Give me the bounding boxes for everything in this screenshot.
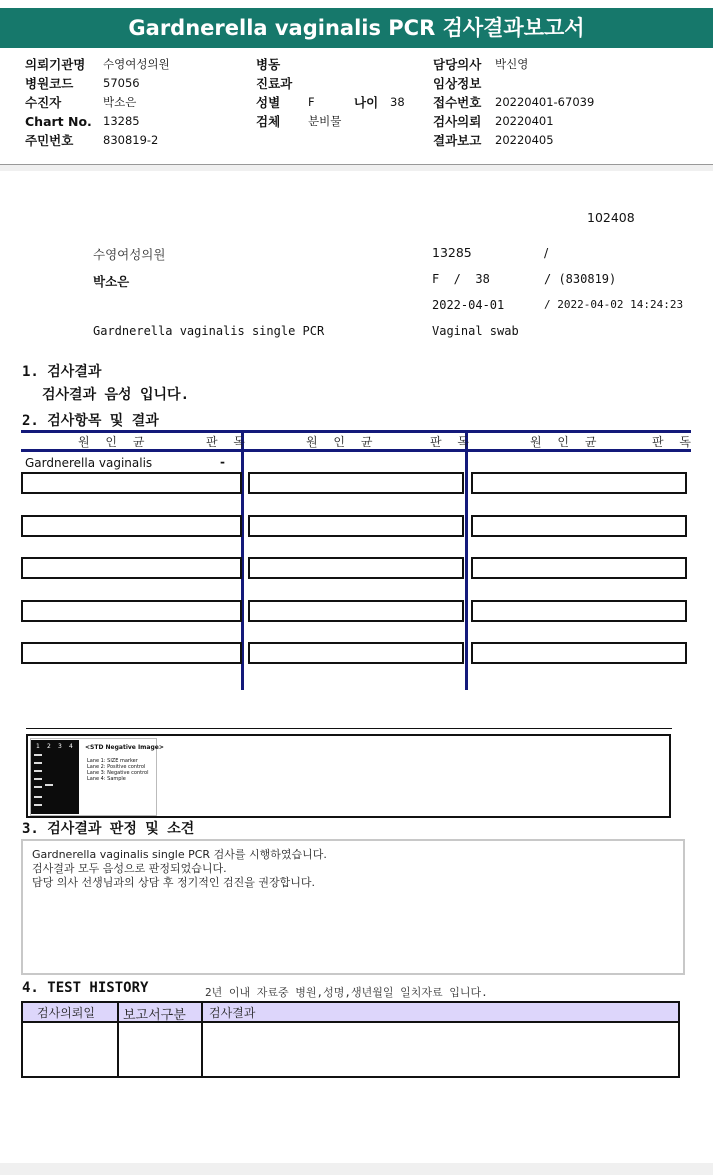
gel-band — [34, 778, 42, 780]
gel-band — [34, 796, 42, 798]
result-cell — [21, 600, 242, 622]
header-value: 수영여성의원 — [103, 57, 170, 71]
header-right — [433, 55, 693, 150]
result-judgement: - — [220, 455, 225, 469]
gel-band — [34, 804, 42, 806]
section2-title: 2. 검사항목 및 결과 — [22, 413, 159, 429]
specimen-label: 검체 — [256, 114, 281, 129]
col-header-organism: 원 인 균 — [530, 435, 603, 449]
header-left — [25, 55, 255, 150]
gel-band — [45, 784, 53, 786]
result-cell — [248, 515, 464, 537]
gel-band — [34, 786, 42, 788]
history-header — [23, 1003, 678, 1023]
comment-line: 담당 의사 선생님과의 상담 후 정기적인 검진을 권장합니다. — [32, 876, 315, 889]
header-value: 57056 — [103, 76, 140, 90]
section4-title: 4. TEST HISTORY — [22, 980, 149, 996]
info-test-name: Gardnerella vaginalis single PCR — [93, 324, 325, 338]
header-value: 20220401-67039 — [495, 95, 595, 109]
history-col-header: 검사의뢰일 — [37, 1006, 95, 1020]
result-cell — [248, 600, 464, 622]
gel-lane-number: 2 — [47, 743, 51, 750]
header-label: Chart No. — [25, 114, 92, 129]
info-patient: 박소은 — [93, 274, 130, 289]
header-value: 20220405 — [495, 133, 554, 147]
header-label: 주민번호 — [25, 133, 74, 148]
age-value: 38 — [390, 95, 405, 109]
result-cell — [21, 557, 242, 579]
gel-legend — [87, 758, 149, 782]
gel-lane-number: 4 — [69, 743, 73, 750]
gel-caption: <STD Negative Image> — [85, 744, 164, 751]
section1-result: 검사결과 음성 입니다. — [42, 387, 190, 403]
info-sex-age: F / 38 — [432, 272, 490, 286]
age-label: 나이 — [354, 95, 379, 110]
header-value: 20220401 — [495, 114, 554, 128]
result-cell — [471, 642, 687, 664]
footer-band — [0, 1163, 713, 1175]
header-label: 임상정보 — [433, 76, 482, 91]
col-header-organism: 원 인 균 — [78, 435, 151, 449]
header-value: 박신영 — [495, 57, 529, 71]
info-chart-no: 13285 — [432, 245, 472, 260]
col-header-judgement: 판 독 — [206, 435, 251, 449]
header-label: 검사의뢰 — [433, 114, 482, 129]
header-value: 830819-2 — [103, 133, 159, 147]
comment-box — [21, 839, 685, 975]
gel-band — [34, 754, 42, 756]
info-report-datetime: / 2022-04-02 14:24:23 — [544, 298, 684, 311]
result-cell — [248, 472, 464, 494]
gel-legend-item: Lane 4: Sample — [87, 776, 126, 782]
header-label: 담당의사 — [433, 57, 482, 72]
history-column-divider — [117, 1003, 119, 1076]
info-specimen: Vaginal swab — [432, 324, 519, 338]
sex-value: F — [308, 95, 315, 109]
comment-line: Gardnerella vaginalis single PCR 검사를 시행하였습니다. — [32, 848, 327, 861]
header-label: 결과보고 — [433, 133, 482, 148]
gel-legend-item: Lane 2: Positive control — [87, 764, 146, 770]
result-organism: Gardnerella vaginalis — [25, 456, 153, 470]
result-cell — [248, 642, 464, 664]
col-header-organism: 원 인 균 — [306, 435, 379, 449]
col-header-judgement: 판 독 — [652, 435, 697, 449]
header-mid — [256, 55, 426, 150]
header-value: 13285 — [103, 114, 140, 128]
result-cell — [21, 472, 242, 494]
section1-title: 1. 검사결과 — [22, 364, 102, 380]
gel-lane-number: 3 — [58, 743, 62, 750]
header-label: 접수번호 — [433, 95, 482, 110]
gel-band — [34, 762, 42, 764]
report-title: Gardnerella vaginalis PCR 검사결과보고서 — [0, 8, 713, 48]
result-cell — [471, 600, 687, 622]
gel-legend-item: Lane 3: Negative control — [87, 770, 149, 776]
history-col-header: 검사결과 — [209, 1006, 256, 1020]
specimen-value: 분비물 — [308, 114, 342, 128]
header-band — [0, 165, 713, 171]
result-cell — [21, 515, 242, 537]
report-id: 102408 — [587, 210, 635, 225]
header-label: 의뢰기관명 — [25, 57, 86, 72]
ward-label: 병동 — [256, 57, 281, 72]
result-cell — [471, 472, 687, 494]
header-label: 수진자 — [25, 95, 62, 110]
info-birth: / (830819) — [544, 272, 617, 286]
info-slash: / — [544, 245, 549, 260]
history-note: 2년 이내 자료중 병원,성명,생년월일 일치자료 입니다. — [205, 986, 488, 999]
history-table — [21, 1001, 680, 1078]
result-cell — [471, 515, 687, 537]
column-divider — [465, 430, 468, 690]
history-col-header: 보고서구분 — [123, 1008, 186, 1023]
result-cell — [471, 557, 687, 579]
header-label: 병원코드 — [25, 76, 74, 91]
section3-title: 3. 검사결과 판정 및 소견 — [22, 821, 195, 837]
gel-lane-number: 1 — [36, 743, 40, 750]
gel-band — [34, 770, 42, 772]
gel-legend-item: Lane 1: SIZE marker — [87, 758, 138, 764]
comment-line: 검사결과 모두 음성으로 판정되었습니다. — [32, 862, 227, 875]
info-hospital: 수영여성의원 — [93, 247, 166, 262]
header-value: 박소은 — [103, 95, 137, 109]
image-top-rule — [26, 728, 672, 729]
result-cell — [21, 642, 242, 664]
dept-label: 진료과 — [256, 76, 293, 91]
info-receive-date: 2022-04-01 — [432, 298, 505, 312]
sex-label: 성별 — [256, 95, 281, 110]
history-column-divider — [201, 1003, 203, 1076]
gel-image — [31, 740, 79, 814]
result-cell — [248, 557, 464, 579]
col-header-judgement: 판 독 — [430, 435, 475, 449]
